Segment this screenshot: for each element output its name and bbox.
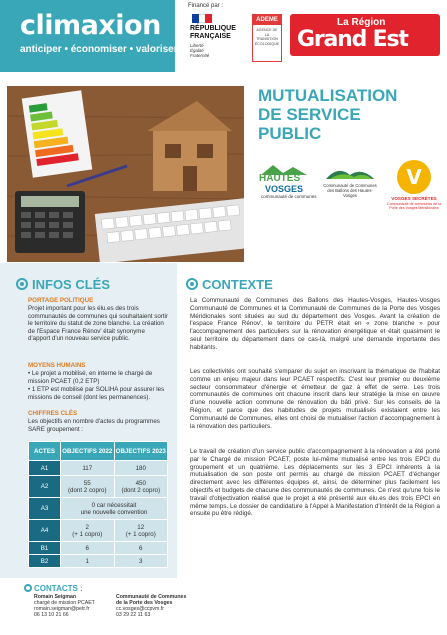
contacts-icon [24, 584, 32, 592]
table-cell: 6 [61, 542, 115, 555]
contact-2-name-2: de la Porte des Vosges [116, 600, 173, 606]
contact-1-role: chargé de mission PCAET [34, 600, 95, 606]
table-cell: B2 [29, 555, 61, 568]
region-grand-est-logo [290, 14, 440, 56]
table-header: OBJECTIFS 2022 [61, 442, 115, 461]
hv-sub: communauté de communes [261, 194, 317, 199]
contact-1-name: Romain Seigman [34, 594, 77, 600]
table-cell: A2 [29, 476, 61, 498]
table-cell: A3 [29, 498, 61, 520]
contexte-header [186, 276, 273, 292]
table-row [29, 555, 168, 568]
moyens-bullet-1: • Le projet a mobilisé, en interne le chargé de mission PCAET (0,2 ETP) [28, 370, 153, 385]
vs-sub: Communauté de communes de la Porte des Vosges Méridionales [387, 202, 441, 210]
chiffres-text: Les objectifs en nombre d'actes du programmes SARE groupement : [28, 418, 160, 433]
actes-table [28, 441, 168, 568]
contact-1-email[interactable]: romain.seigman@petr.fr [34, 606, 90, 612]
table-cell: 6 [114, 542, 168, 555]
contact-1-phone[interactable]: 06 13 10 21 66 [34, 612, 69, 618]
hero-illustration [7, 86, 244, 262]
hautes-vosges-logo [255, 163, 317, 203]
contact-1 [34, 594, 95, 618]
title-line-2: DE SERVICE [258, 105, 361, 124]
infos-header [16, 276, 110, 292]
table-header: OBJECTIFS 2023 [114, 442, 168, 461]
calculator-icon [15, 191, 85, 253]
french-flag-icon [192, 14, 212, 23]
brand-tagline: anticiper • économiser • valoriser [20, 44, 178, 55]
ballons-text: Communauté de Communes des Ballons des Hautes-Vosges [323, 183, 377, 198]
moyens-bullet-2: • 1 ETP est mobilisé par SOLIHA pour assurer les missions de conseil (dont les permanences). [28, 386, 165, 401]
region-big-text: Grand Est [297, 27, 408, 52]
table-cell: 3 [114, 555, 168, 568]
hv-line2: VOSGES [265, 184, 304, 194]
ademe-name: ADEME [253, 15, 281, 25]
table-header: ACTES [29, 442, 61, 461]
table-row [29, 520, 168, 542]
portage-heading: PORTAGE POLITIQUE [28, 297, 94, 304]
table-cell: 55 (dont 2 copro) [61, 476, 115, 498]
finance-label: Financé par : [188, 3, 224, 9]
ballons-logo [320, 163, 378, 203]
infos-heading: INFOS CLÉS [32, 276, 111, 292]
table-cell: A4 [29, 520, 61, 542]
rf-line1: RÉPUBLIQUE [190, 25, 236, 32]
contexte-paragraph-1: La Communauté de Communes des Ballons des Hautes-Vosges, Hautes-Vosges Communauté de Communes et la Communauté de Communes de la Porte des Vosges Méridionales sont situées au sud du département des Vosges. Avant la création de l'espace France Rénov', le territoire du PETR était en « zone blanche » pour l'accompagnement des particuliers sur la rénovation énergétique et était quasiment le seul territoire du département dans ce cas-là, malgré une demande importante des habitants. [190, 297, 440, 351]
header-band [0, 0, 178, 72]
table-cell: 2 (+ 1 copro) [61, 520, 115, 542]
table-cell: B1 [29, 542, 61, 555]
svg-text:V: V [406, 165, 422, 189]
title-line-1: MUTUALISATION [258, 86, 398, 105]
table-cell: A1 [29, 461, 61, 476]
table-cell: 180 [114, 461, 168, 476]
contexte-paragraph-3: Le travail de création d'un service public d'accompagnement à la rénovation a été porté par le Chargé de mission PCAET, poste lui-même mutualisé entre les trois EPCI du groupement et un quatrième. Les déplacements sur les 3 EPCI inhérents à la mutualisation de son poste ont permis au chargé de mission PCAET d'échanger directement avec les différentes équipes et, ainsi, de déterminer plus facilement les objectifs et budgets de chacune des communautés de communes. Ce n'est qu'une fois le travail d'objectivation réalisé que le projet a été présenté aux élu.es des trois EPCI en même temps. Le dossier de candidature à l'Appel à Manifestation d'Intérêt de la Région a ensuite pu être rédigé. [190, 448, 440, 518]
contexte-paragraph-2: Les collectivités ont souhaité s'emparer du sujet en inscrivant la thématique de l'habitat comme un enjeu majeur dans leur PCAET respectifs. C'est leur premier ou deuxième secteur consommateur d'énergie et émetteur de gaz à effet de serre. Les trois communautés de communes ont chacune inscrit dans leur stratégie la mise en œuvre d'une nouvelle action commune de rénovation du bâti privé. Sur les conseils de la Région, et parce que des habitudes de projets mutualisés existaient entre les Communauté de Communes, elles ont choisi de mutualiser l'action d'accompagnement à la rénovation des particuliers. [190, 368, 440, 430]
ademe-subtitle: AGENCE DE LA TRANSITION ÉCOLOGIQUE [254, 28, 280, 46]
energy-label-icon [22, 90, 93, 178]
region-small-text: La Région [337, 17, 386, 28]
table-cell: 0 car nécessitait une nouvelle convention [61, 498, 168, 520]
ademe-logo [252, 14, 282, 62]
rf-motto-1: Liberté [190, 43, 204, 48]
rf-motto-2: Égalité [190, 48, 204, 53]
table-row [29, 476, 168, 498]
page-title [258, 86, 443, 143]
contact-2-name: Communauté de Communes [116, 594, 187, 600]
rf-motto-3: Fraternité [190, 53, 210, 58]
table-row [29, 498, 168, 520]
rf-line2: FRANÇAISE [190, 33, 231, 40]
contact-2-email[interactable]: cc.vosges@ccpvm.fr [116, 606, 164, 612]
vosges-secretes-logo [386, 158, 442, 210]
contact-2 [116, 594, 186, 618]
table-cell: 117 [61, 461, 115, 476]
table-row [29, 461, 168, 476]
vs-title: VOSGES SECRÈTES [391, 196, 437, 201]
target-icon [186, 278, 198, 290]
contact-2-phone[interactable]: 03 29 22 11 63 [116, 612, 151, 618]
chiffres-heading: CHIFFRES CLÉS [28, 410, 78, 417]
table-cell: 12 (+ 1 copro) [114, 520, 168, 542]
brand-logo-text: climaxion [20, 10, 161, 41]
title-line-3: PUBLIC [258, 124, 322, 143]
hv-line1: HAUTES [259, 173, 301, 184]
hills-icon [320, 163, 378, 183]
moyens-heading: MOYENS HUMAINS [28, 362, 86, 369]
table-row [29, 542, 168, 555]
table-cell: 1 [61, 555, 115, 568]
table-cell: 450 (dont 2 copro) [114, 476, 168, 498]
portage-text: Projet important pour les élu.es des trois communautés de communes qui souhaitaient sortir le territoire du statut de zone blanche. La création de l'Espace France Rénov' était synonyme d'apport d'un nouveau service public. [28, 305, 168, 342]
v-badge-icon [386, 158, 442, 196]
republique-francaise-logo [190, 14, 246, 64]
target-icon [16, 278, 28, 290]
contacts-label: CONTACTS : [34, 584, 83, 593]
contexte-heading: CONTEXTE [202, 276, 273, 292]
